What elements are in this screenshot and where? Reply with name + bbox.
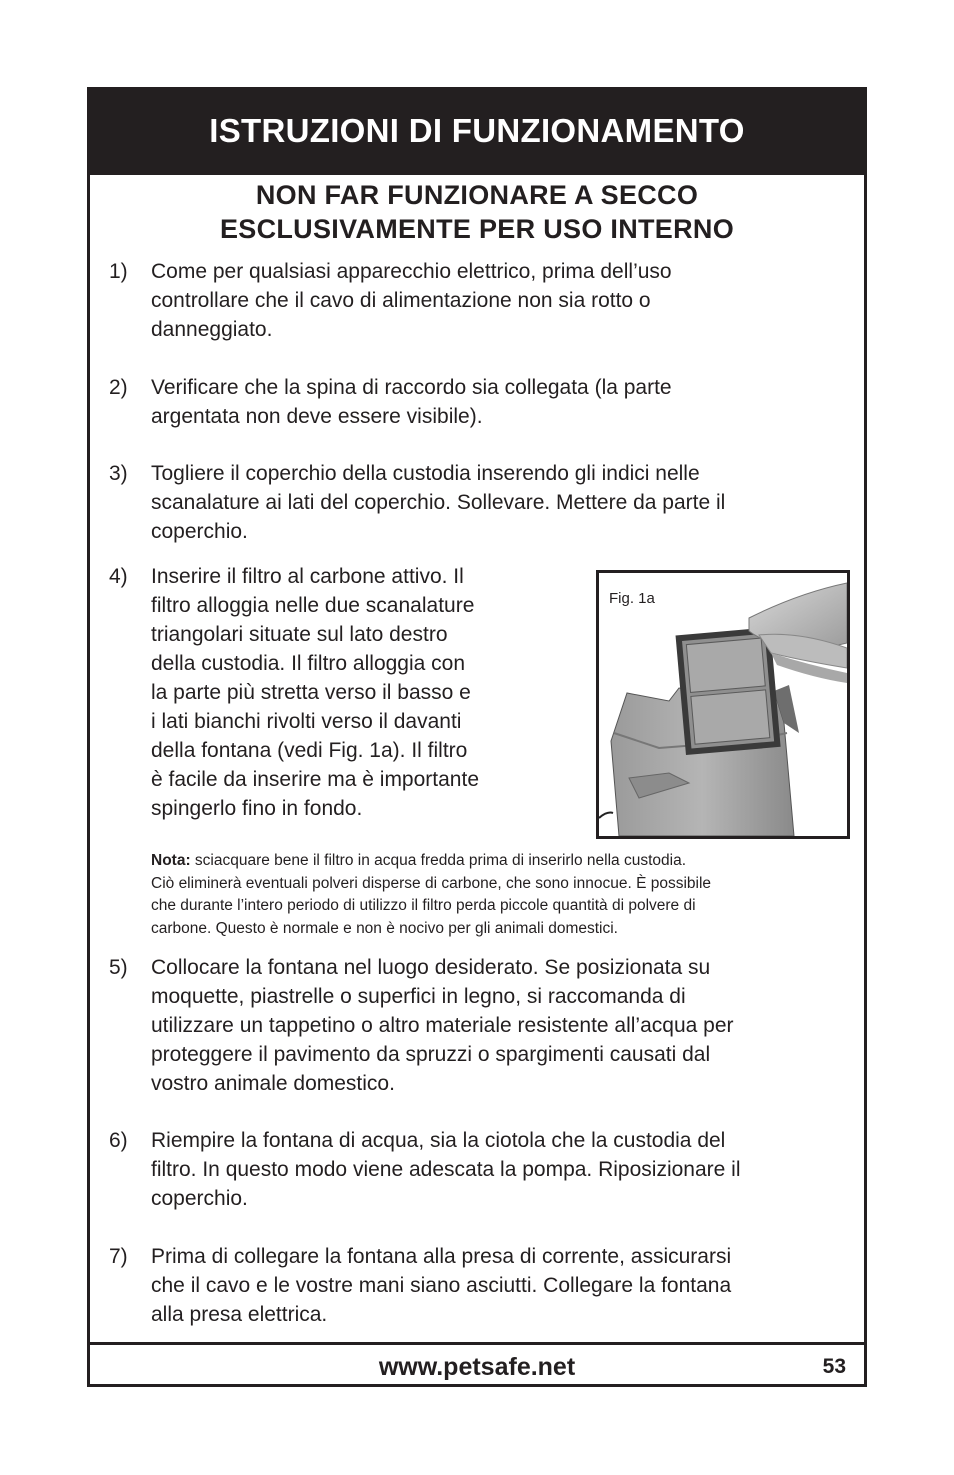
- step-line: è facile da inserire ma è importante: [151, 768, 479, 791]
- step-line: proteggere il pavimento da spruzzi o spargimenti causati dal: [151, 1043, 711, 1066]
- step-text: [151, 1126, 741, 1213]
- step-line: coperchio.: [151, 520, 248, 543]
- step-line: che il cavo e le vostre mani siano asciutti. Collegare la fontana: [151, 1274, 732, 1297]
- step-line: argentata non deve essere visibile).: [151, 405, 483, 428]
- step-number: 7): [109, 1245, 128, 1268]
- figure-1a: [596, 570, 850, 839]
- warning-indoor-use: ESCLUSIVAMENTE PER USO INTERNO: [219, 214, 735, 244]
- step-line: vostro animale domestico.: [151, 1072, 395, 1095]
- step-line: controllare che il cavo di alimentazione non sia rotto o: [151, 289, 651, 312]
- note-label: Nota:: [151, 852, 191, 869]
- step-line: utilizzare un tappetino o altro materiale resistente all’acqua per: [151, 1014, 734, 1037]
- step-line: della custodia. Il filtro alloggia con: [151, 652, 466, 675]
- step-number: 4): [109, 565, 128, 588]
- step-text: [151, 373, 672, 431]
- step-line: i lati bianchi rivolti verso il davanti: [151, 710, 462, 733]
- step-line: Verificare che la spina di raccordo sia collegata (la parte: [151, 376, 672, 399]
- step-line: alla presa elettrica.: [151, 1303, 328, 1326]
- step-line: coperchio.: [151, 1187, 248, 1210]
- step-line: danneggiato.: [151, 318, 273, 341]
- step-line: Riempire la fontana di acqua, sia la ciotola che la custodia del: [151, 1129, 726, 1152]
- warning-dry-run: NON FAR FUNZIONARE A SECCO: [255, 180, 699, 210]
- step-line: la parte più stretta verso il basso e: [151, 681, 471, 704]
- step-number: 2): [109, 376, 128, 399]
- step-line: filtro alloggia nelle due scanalature: [151, 594, 475, 617]
- step-line: della fontana (vedi Fig. 1a). Il filtro: [151, 739, 468, 762]
- step-line: Togliere il coperchio della custodia inserendo gli indici nelle: [151, 462, 700, 485]
- step-number: 6): [109, 1129, 128, 1152]
- step-line: spingerlo fino in fondo.: [151, 797, 363, 820]
- footer-divider: [90, 1342, 864, 1345]
- step-number: 1): [109, 260, 128, 283]
- note-line: carbone. Questo è normale e non è nocivo per gli animali domestici.: [151, 919, 618, 937]
- step-number: 5): [109, 956, 128, 979]
- note-line: Ciò eliminerà eventuali polveri disperse di carbone, che sono innocue. È possibile: [151, 874, 712, 892]
- step-line: scanalature ai lati del coperchio. Sollevare. Mettere da parte il: [151, 491, 726, 514]
- note-text: sciacquare bene il filtro in acqua fredda prima di inserirlo nella custodia.: [190, 852, 687, 869]
- step-line: filtro. In questo modo viene adescata la pompa. Riposizionare il: [151, 1158, 741, 1181]
- step-line: Collocare la fontana nel luogo desiderato. Se posizionata su: [151, 956, 711, 979]
- step-line: moquette, piastrelle o superfici in legno, si raccomanda di: [151, 985, 686, 1008]
- website-url: www.petsafe.net: [378, 1353, 576, 1381]
- step-text: [151, 562, 479, 823]
- filter-note: [151, 850, 711, 940]
- page-number: 53: [822, 1355, 846, 1378]
- step-line: triangolari situate sul lato destro: [151, 623, 448, 646]
- figure-label: Fig. 1a: [609, 590, 655, 607]
- page-title: ISTRUZIONI DI FUNZIONAMENTO: [209, 112, 745, 149]
- step-text: [151, 953, 734, 1098]
- step-line: Inserire il filtro al carbone attivo. Il: [151, 565, 464, 588]
- step-text: [151, 459, 725, 546]
- filter-insertion-photo: [599, 573, 847, 836]
- header-bar: [90, 90, 864, 175]
- step-line: Prima di collegare la fontana alla presa di corrente, assicurarsi: [151, 1245, 732, 1268]
- step-number: 3): [109, 462, 128, 485]
- step-text: [151, 1242, 731, 1329]
- step-line: Come per qualsiasi apparecchio elettrico, prima dell’uso: [151, 260, 672, 283]
- note-line: che durante l’intero periodo di utilizzo il filtro perda piccole quantità di polvere di: [151, 897, 696, 914]
- page-frame: [87, 87, 867, 1387]
- step-text: [151, 257, 672, 344]
- note-first-line: [151, 850, 711, 873]
